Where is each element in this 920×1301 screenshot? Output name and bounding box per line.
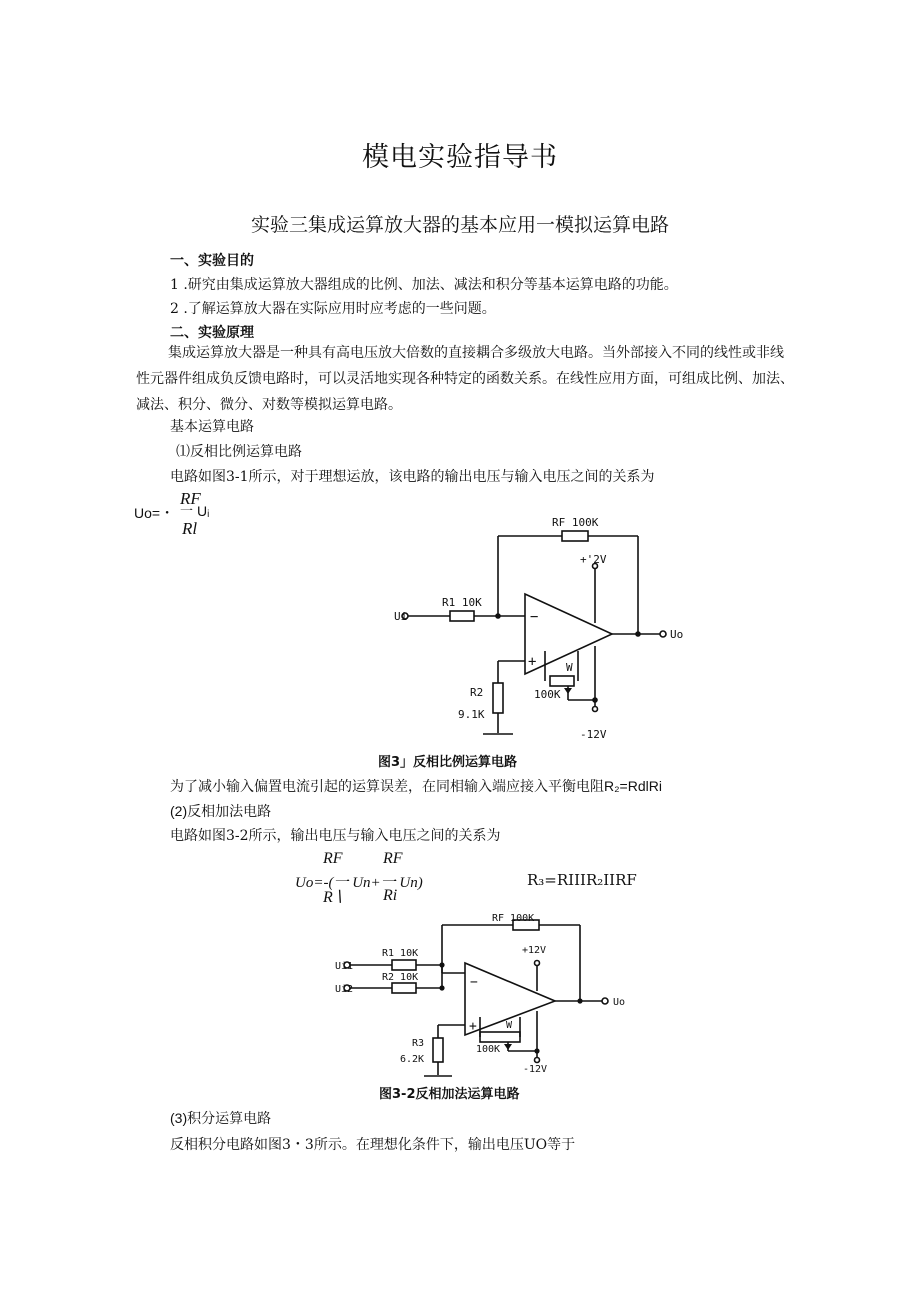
formula2-balance: R₃=RIIIR₂IIRF <box>527 871 637 889</box>
fig2-r3-label: R3 <box>412 1038 425 1049</box>
fig1-vpos-label: +'2V <box>580 553 607 566</box>
section-heading-principle: 二、实验原理 <box>170 325 254 341</box>
balance-note <box>170 776 662 796</box>
fig2-vpos-terminal <box>535 961 540 966</box>
balance-note-text: 为了减小输入偏置电流引起的运算误差，在同相输入端应接入平衡电阻 <box>170 779 604 795</box>
formula1-dash: 一 <box>180 504 194 519</box>
fig2-vneg-label: -12V <box>523 1064 548 1075</box>
fig1-rf-resistor <box>562 531 588 541</box>
fig2-r1-label: R1 10K <box>382 948 419 959</box>
fig2-pot-arrow <box>504 1044 512 1050</box>
fig1-r2-value: 9.1K <box>458 708 485 721</box>
formula1-numerator: RF <box>180 489 201 508</box>
fig1-pot-arrow <box>564 688 572 694</box>
doc-title: 模电实验指导书 <box>362 142 558 173</box>
formula1-denominator: Rl <box>182 519 198 538</box>
figure-3-2-caption: 图3-2反相加法运算电路 <box>379 1087 520 1102</box>
subsection-title-adder: (2)反相加法电路 <box>170 803 272 819</box>
integrator-description: 反相积分电路如图3・3所示。在理想化条件下，输出电压UO等于 <box>170 1137 576 1153</box>
purpose-item-1: 1 .研究由集成运算放大器组成的比例、加法、减法和积分等基本运算电路的功能。 <box>170 277 678 293</box>
fig2-r2-resistor <box>392 983 416 993</box>
fig1-pot-resistor <box>550 676 574 686</box>
figure-3-1-caption: 图3」反相比例运算电路 <box>378 755 518 770</box>
fig1-w-label: W <box>566 661 573 674</box>
formula2-denominator-1: R∖ <box>323 889 343 906</box>
formula2-numerator-1: RF <box>323 850 343 867</box>
fig1-minus-sign: − <box>530 609 539 625</box>
fig1-r1-label: R1 10K <box>442 596 482 609</box>
balance-note-formula: R₂=RdlRi <box>604 778 662 794</box>
fig1-input-label: Ui <box>394 610 408 623</box>
fig2-input2-label: Ui2 <box>335 984 354 995</box>
formula1-lhs: Uo=・ <box>134 505 175 521</box>
figure-3-1-circuit <box>380 508 710 748</box>
formula1-tail: Uᵢ <box>197 503 210 519</box>
fig1-r1-resistor <box>450 611 474 621</box>
figure-3-2-circuit <box>330 905 660 1080</box>
fig2-w-label: W <box>506 1020 513 1031</box>
formula2-main: Uo=-(一 Un+一 Un) <box>295 875 423 891</box>
fig1-node-vneg <box>592 697 598 703</box>
principle-paragraph: 集成运算放大器是一种具有高电压放大倍数的直接耦合多级放大电路。当外部接入不同的线性或非线性元器件组成负反馈电路时，可以灵活地实现各种特定的函数关系。在线性应用方面，可组成比例、加法、减法、积分、微分、对数等模拟运算电路。 <box>136 345 794 413</box>
fig2-r3-value: 6.2K <box>400 1054 425 1065</box>
fig2-minus-sign: − <box>470 975 478 990</box>
fig1-rf-label: RF 100K <box>552 516 599 529</box>
subsection-title-integrator: (3)积分运算电路 <box>170 1110 272 1126</box>
fig2-node-output <box>577 998 582 1003</box>
fig2-r3-resistor <box>433 1038 443 1062</box>
fig1-output-terminal <box>660 631 666 637</box>
fig2-output-terminal <box>602 998 608 1004</box>
fig2-pot-label: 100K <box>476 1044 501 1055</box>
formula2-numerator-2: RF <box>383 850 403 867</box>
formula2-denominator-2: Ri <box>383 887 398 904</box>
subsection-title-inverting: ⑴反相比例运算电路 <box>176 444 302 460</box>
fig2-plus-sign: + <box>469 1019 477 1034</box>
fig2-vpos-label: +12V <box>522 945 547 956</box>
fig1-node-inverting <box>495 613 501 619</box>
fig2-node-r1 <box>439 962 444 967</box>
fig2-node-r2 <box>439 985 444 990</box>
fig2-input1-label: Ui1 <box>335 961 354 972</box>
fig1-vneg-terminal <box>593 707 598 712</box>
experiment-title: 实验三集成运算放大器的基本应用一模拟运算电路 <box>250 214 669 236</box>
basic-circuits-label: 基本运算电路 <box>170 419 254 435</box>
fig1-r2-resistor <box>493 683 503 713</box>
inverting-description: 电路如图3-1所示，对于理想运放，该电路的输出电压与输入电压之间的关系为 <box>170 469 655 485</box>
fig2-vneg-terminal <box>535 1058 540 1063</box>
fig2-r2-label: R2 10K <box>382 972 419 983</box>
adder-description: 电路如图3-2所示，输出电压与输入电压之间的关系为 <box>170 828 501 844</box>
fig1-r2-label: R2 <box>470 686 484 699</box>
fig1-plus-sign: + <box>528 654 537 670</box>
fig2-rf-label: RF 100K <box>492 913 535 924</box>
fig1-vneg-label: -12V <box>580 728 607 741</box>
section-heading-purpose: 一、实验目的 <box>170 253 254 269</box>
purpose-item-2: 2 .了解运算放大器在实际应用时应考虑的一些问题。 <box>170 301 496 317</box>
fig2-r1-resistor <box>392 960 416 970</box>
fig1-pot-label: 100K <box>534 688 561 701</box>
fig2-node-vneg <box>534 1048 539 1053</box>
fig2-output-label: Uo <box>613 997 626 1008</box>
fig1-node-output <box>635 631 641 637</box>
fig2-pot-resistor <box>480 1032 520 1042</box>
fig1-output-label: Uo <box>670 628 684 641</box>
